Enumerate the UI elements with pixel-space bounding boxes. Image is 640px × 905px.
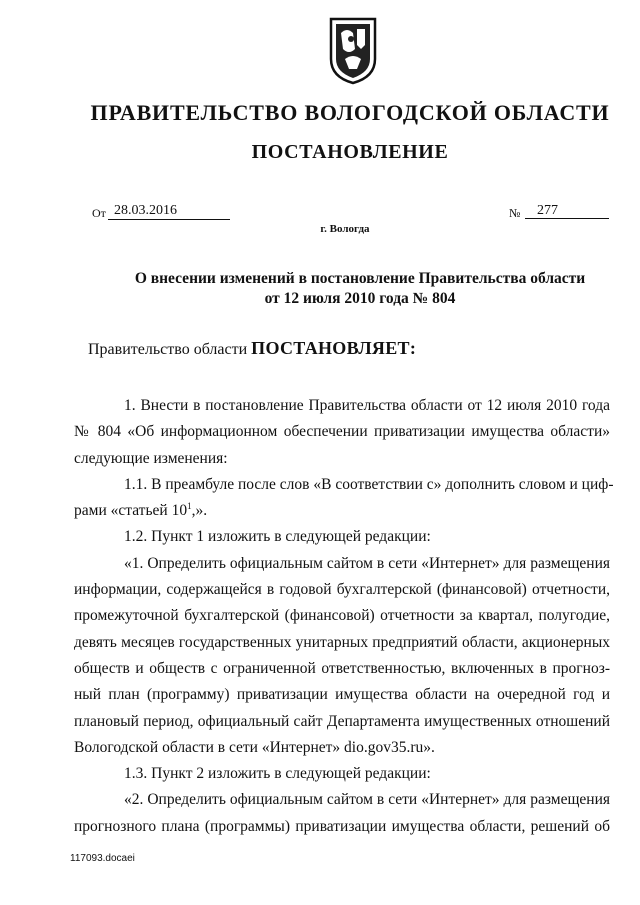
number-label: № xyxy=(509,206,521,220)
body-line: «1. Определить официальным сайтом в сети «Интернет» для размещения xyxy=(124,554,610,572)
body-line: информации, содержащейся в годовой бухгалтерской (финансовой) отчетности, xyxy=(74,581,610,599)
date-label: От xyxy=(92,206,106,220)
body-line: 1.3. Пункт 2 изложить в следующей редакции: xyxy=(124,765,431,783)
document-type-heading: ПОСТАНОВЛЕНИЕ xyxy=(251,141,449,163)
coat-of-arms-emblem xyxy=(327,15,379,85)
decree-statement xyxy=(88,338,416,359)
city-label: г. Вологда xyxy=(320,223,370,235)
body-line: 1. Внести в постановление Правительства области от 12 июля 2010 года xyxy=(124,397,610,414)
body-line: следующие изменения: xyxy=(74,449,228,467)
body-line xyxy=(74,498,610,524)
body-text-fragment: рами «статьей 10 xyxy=(74,502,188,520)
subject-line: от 12 июля 2010 года № 804 xyxy=(264,290,456,307)
body-line: плановый период, официальный сайт Департамента имущественных отношений xyxy=(74,712,610,730)
decree-prefix: Правительство области xyxy=(88,341,248,358)
superscript: 1 xyxy=(187,501,192,512)
body-line: Вологодской области в сети «Интернет» dio.gov35.ru». xyxy=(74,738,435,756)
decree-verb: ПОСТАНОВЛЯЕТ: xyxy=(251,338,417,358)
file-reference: 117093.docaei xyxy=(70,853,135,864)
body-line: № 804 «Об информационном обеспечении приватизации имущества области» xyxy=(74,423,610,441)
body-line: девять месяцев государственных унитарных предприятий области, акционерных xyxy=(74,633,610,651)
body-line: 1.1. В преамбуле после слов «В соответствии с» дополнить словом и циф- xyxy=(124,475,614,493)
government-title: ПРАВИТЕЛЬСТВО ВОЛОГОДСКОЙ ОБЛАСТИ xyxy=(90,100,610,125)
document-body xyxy=(74,393,614,840)
body-line: обществ и обществ с ограниченной ответственностью, включенных в прогноз- xyxy=(74,659,610,677)
body-line: прогнозного плана (программы) приватизации имущества области, решений об xyxy=(74,817,610,835)
document-number: 277 xyxy=(525,202,609,219)
body-line: «2. Определить официальным сайтом в сети «Интернет» для размещения xyxy=(124,791,610,809)
body-line: ный план (программу) приватизации имущества области на очередной год и xyxy=(74,686,610,704)
body-line: промежуточной бухгалтерской (финансовой) отчетности за квартал, полугодие, xyxy=(74,607,610,625)
body-line: 1.2. Пункт 1 изложить в следующей редакции: xyxy=(124,528,431,546)
subject-line: О внесении изменений в постановление Правительства области xyxy=(134,270,586,287)
document-subject xyxy=(100,269,620,309)
body-text-fragment: ,». xyxy=(191,502,208,520)
document-date: 28.03.2016 xyxy=(108,202,230,220)
